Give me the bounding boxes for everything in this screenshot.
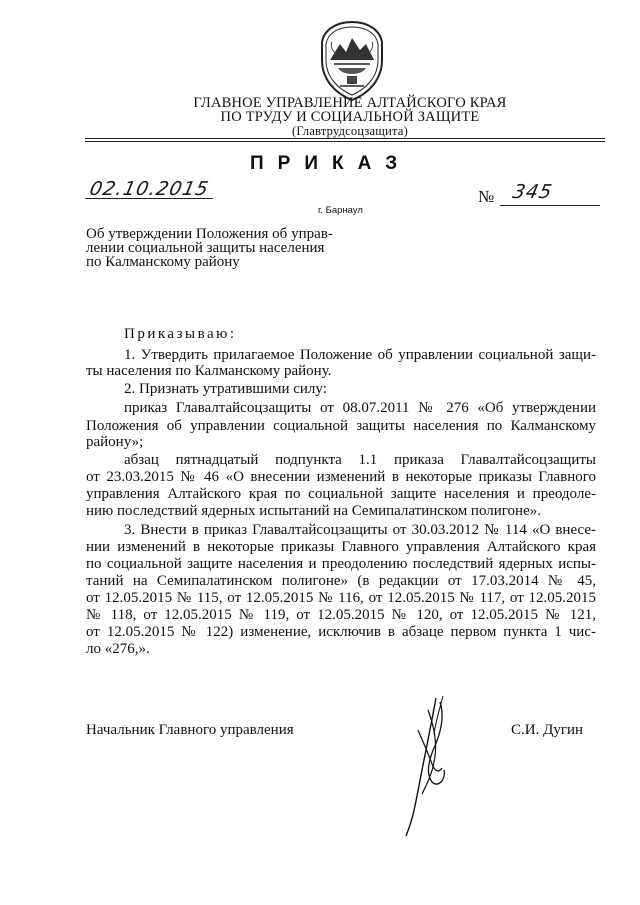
body-line: 3. Внести в приказ Главалтайсоцзащиты от 30.03.2012 № 114 «О внесе- xyxy=(124,522,596,538)
organization-short-name: (Главтрудсоцзащита) xyxy=(292,124,408,138)
body-line: от 12.05.2015 № 115, от 12.05.2015 № 116, от 12.05.2015 № 117, от 12.05.2015 xyxy=(86,590,596,606)
order-date: 02.10.2015 xyxy=(87,178,212,200)
header-divider-thin xyxy=(85,138,605,139)
document-title: ПРИКАЗ xyxy=(250,153,412,174)
header-divider-thick xyxy=(85,141,605,142)
body-line: приказ Главалтайсоцзащиты от 08.07.2011 № 276 «Об утверждении xyxy=(124,400,596,416)
body-line: от 23.03.2015 № 46 «О внесении изменений в некоторые приказы Главного xyxy=(86,469,596,485)
body-line: ты населения по Калманскому району. xyxy=(86,363,332,379)
body-line: 2. Признать утратившими силу: xyxy=(124,381,327,397)
order-subject xyxy=(86,227,366,269)
body-line: Положения об управлении социальной защиты населения по Калманскому xyxy=(86,418,596,434)
date-underline xyxy=(85,198,213,199)
signatory-name: С.И. Дугин xyxy=(511,722,584,738)
organization-name-line1: ГЛАВНОЕ УПРАВЛЕНИЕ АЛТАЙСКОГО КРАЯ xyxy=(193,95,507,111)
body-line: абзац пятнадцатый подпункта 1.1 приказа Главалтайсоцзащиты xyxy=(124,452,596,468)
order-directive: Приказываю: xyxy=(124,326,237,342)
body-line: 1. Утвердить прилагаемое Положение об управлении социальной защи- xyxy=(124,347,596,363)
body-line: нию последствий ядерных испытаний на Семипалатинском полигоне». xyxy=(86,503,541,519)
number-sign: № xyxy=(478,187,495,206)
body-line: по социальной защите населения и преодолению последствий ядерных испы- xyxy=(86,556,596,572)
body-line: нии изменений в некоторые приказы Главного управления Алтайского края xyxy=(86,539,596,555)
subject-line: лении социальной защиты населения xyxy=(86,240,325,256)
signatory-title: Начальник Главного управления xyxy=(86,722,294,738)
body-line: № 118, от 12.05.2015 № 119, от 12.05.2015 № 120, от 12.05.2015 № 121, xyxy=(86,607,596,623)
organization-name-line2: ПО ТРУДУ И СОЦИАЛЬНОЙ ЗАЩИТЕ xyxy=(220,109,480,125)
body-line: таний на Семипалатинском полигоне» (в редакции от 17.03.2014 № 45, xyxy=(86,573,596,589)
city-label: г. Барнаул xyxy=(318,205,363,216)
body-line: ло «276,». xyxy=(86,641,150,657)
body-line: управления Алтайского края по социальной защите населения и преодоле- xyxy=(86,486,596,502)
subject-line: по Калманскому району xyxy=(86,254,240,270)
handwritten-signature-icon xyxy=(388,690,468,840)
number-underline xyxy=(500,205,600,206)
subject-line: Об утверждении Положения об управ- xyxy=(86,226,333,242)
coat-of-arms-icon xyxy=(316,20,388,102)
body-line: району»; xyxy=(86,434,144,450)
order-number: 345 xyxy=(510,181,555,203)
body-line: от 12.05.2015 № 122) изменение, исключив в абзаце первом пункта 1 чис- xyxy=(86,624,596,640)
